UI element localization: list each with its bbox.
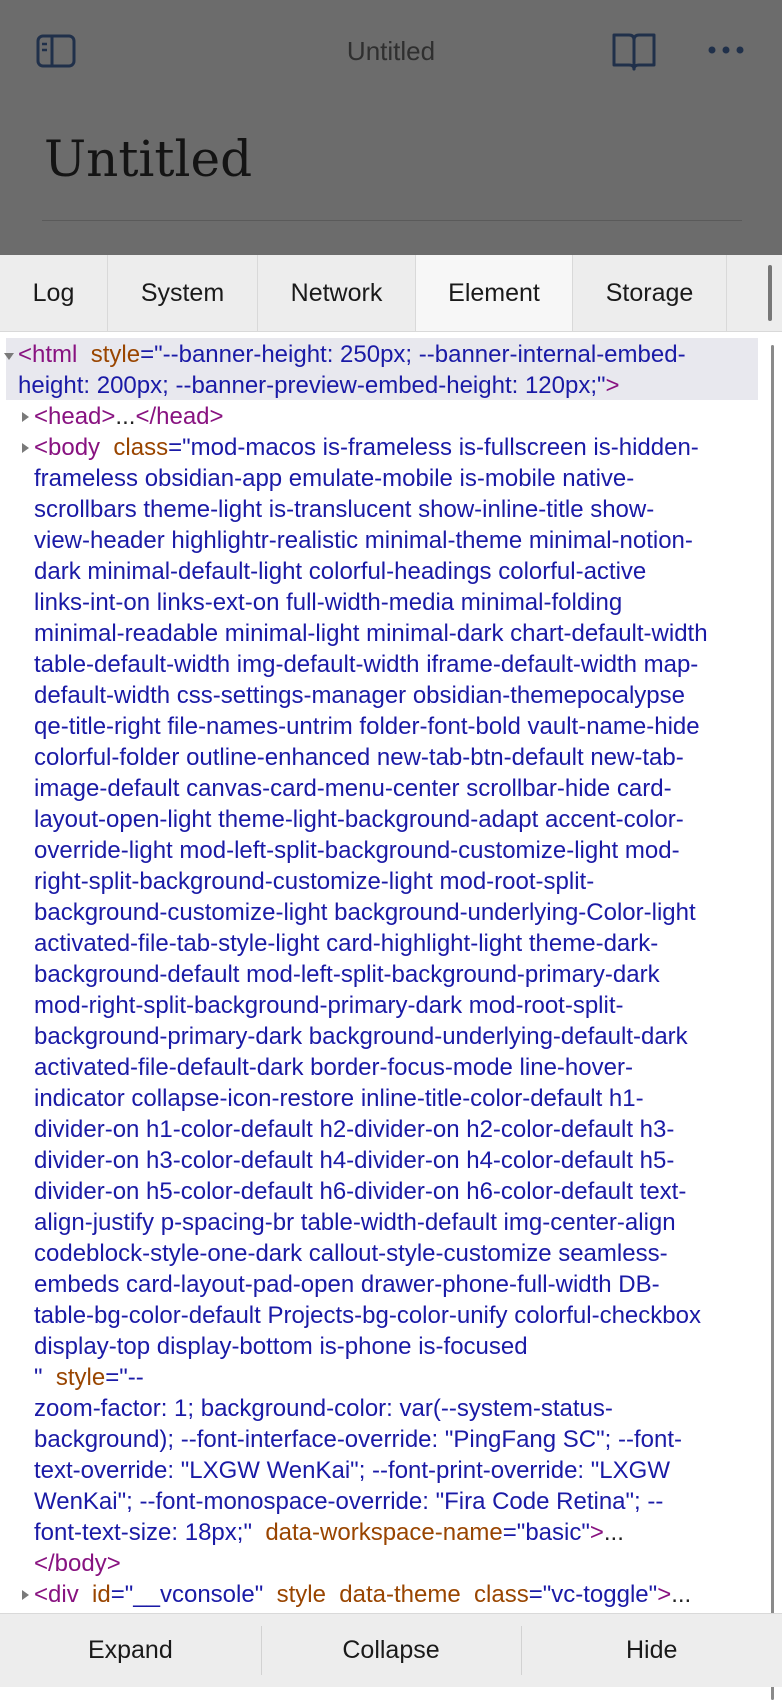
body-class-line: colorful-folder outline-enhanced new-tab-btn-default new-tab- (34, 744, 684, 771)
body-class-line: divider-on h1-color-default h2-divider-on h2-color-default h3- (34, 1116, 675, 1143)
body-class-line: scrollbars theme-light is-translucent show-inline-title show- (34, 496, 655, 523)
body-close-tag: </body> (34, 1550, 121, 1577)
body-class-line: activated-file-tab-style-light card-highlight-light theme-dark- (34, 930, 659, 957)
header-title: Untitled (346, 36, 436, 66)
body-class-line: right-split-background-customize-light mod-root-split- (34, 868, 595, 895)
body-style-line: text-override: "LXGW WenKai"; --font-print-override: "LXGW (34, 1457, 670, 1484)
body-class-line: background-default mod-left-split-background-primary-dark (34, 961, 660, 988)
element-tree (0, 332, 782, 1613)
vconsole-panel (0, 255, 782, 1686)
body-class-line: display-top display-bottom is-phone is-focused (34, 1333, 528, 1360)
vconsole-tabbar (0, 255, 782, 332)
expand-toggle-body[interactable] (22, 443, 29, 453)
hide-button[interactable]: Hide (521, 1614, 782, 1687)
vconsole-bottom-toolbar (0, 1613, 782, 1687)
body-class-line: indicator collapse-icon-restore inline-title-color-default h1- (34, 1085, 644, 1112)
head-node[interactable]: <head>...</head> (34, 403, 224, 430)
body-class-line: background-primary-dark background-underlying-default-dark (34, 1023, 688, 1050)
body-class-line: mod-right-split-background-primary-dark mod-root-split- (34, 992, 624, 1019)
body-class-end-line: " style="-- (34, 1364, 144, 1391)
div-vconsole-node[interactable]: <div id="__vconsole" style data-theme class="vc-toggle">... (34, 1581, 692, 1608)
body-class-line: dark minimal-default-light colorful-headings colorful-active (34, 558, 647, 585)
body-class-line: layout-open-light theme-light-background-adapt accent-color- (34, 806, 684, 833)
body-style-line: WenKai"; --font-monospace-override: "Fira Code Retina"; -- (34, 1488, 664, 1515)
collapse-button[interactable]: Collapse (261, 1614, 522, 1687)
tab-log[interactable]: Log (0, 255, 108, 331)
book-open-icon[interactable] (611, 30, 657, 72)
body-class-line: divider-on h3-color-default h4-divider-on h4-color-default h5- (34, 1147, 675, 1174)
title-divider (42, 220, 742, 221)
body-class-line: default-width css-settings-manager obsidian-themepocalypse (34, 682, 685, 709)
body-class-line: override-light mod-left-split-background-customize-light mod- (34, 837, 680, 864)
body-class-line: activated-file-default-dark border-focus-mode line-hover- (34, 1054, 633, 1081)
body-style-end-line: font-text-size: 18px;" data-workspace-name="basic">... (34, 1519, 624, 1546)
body-class-line: background-customize-light background-underlying-Color-light (34, 899, 696, 926)
note-inline-title: Untitled (44, 130, 253, 188)
tab-network[interactable]: Network (258, 255, 416, 331)
content-scrollbar[interactable] (771, 345, 774, 1700)
tabbar-scrollbar[interactable] (768, 265, 772, 321)
html-node-line-1[interactable]: <html style="--banner-height: 250px; --banner-internal-embed- (18, 341, 686, 368)
body-class-line: frameless obsidian-app emulate-mobile is-mobile native- (34, 465, 635, 492)
body-class-line: align-justify p-spacing-br table-width-default img-center-align (34, 1209, 676, 1236)
body-class-line: divider-on h5-color-default h6-divider-on h6-color-default text- (34, 1178, 687, 1205)
body-style-line: zoom-factor: 1; background-color: var(--system-status- (34, 1395, 613, 1422)
expand-toggle-head[interactable] (22, 412, 29, 422)
body-class-line: view-header highlightr-realistic minimal-theme minimal-notion- (34, 527, 693, 554)
body-style-line: background); --font-interface-override: "PingFang SC"; --font- (34, 1426, 682, 1453)
body-class-line: table-bg-color-default Projects-bg-color-unify colorful-checkbox (34, 1302, 701, 1329)
body-class-line: minimal-readable minimal-light minimal-dark chart-default-width (34, 620, 708, 647)
tab-system[interactable]: System (108, 255, 258, 331)
body-class-line: image-default canvas-card-menu-center scrollbar-hide card- (34, 775, 672, 802)
html-node-line-2[interactable]: height: 200px; --banner-preview-embed-height: 120px;"> (18, 372, 620, 399)
body-class-line: table-default-width img-default-width iframe-default-width map- (34, 651, 699, 678)
body-class-line: codeblock-style-one-dark callout-style-customize seamless- (34, 1240, 668, 1267)
body-class-line: embeds card-layout-pad-open drawer-phone-full-width DB- (34, 1271, 660, 1298)
expand-toggle-html[interactable] (4, 353, 14, 360)
expand-toggle-div[interactable] (22, 1590, 29, 1600)
body-node-line-1[interactable]: <body class="mod-macos is-frameless is-fullscreen is-hidden- (34, 434, 699, 461)
more-horizontal-icon[interactable] (706, 38, 746, 62)
body-class-line: links-int-on links-ext-on full-width-media minimal-folding (34, 589, 623, 616)
body-class-line: qe-title-right file-names-untrim folder-font-bold vault-name-hide (34, 713, 700, 740)
expand-button[interactable]: Expand (87, 1636, 173, 1664)
tab-storage[interactable]: Storage (573, 255, 727, 331)
obsidian-app-overlay (0, 0, 782, 255)
tab-element[interactable]: Element (416, 255, 573, 331)
